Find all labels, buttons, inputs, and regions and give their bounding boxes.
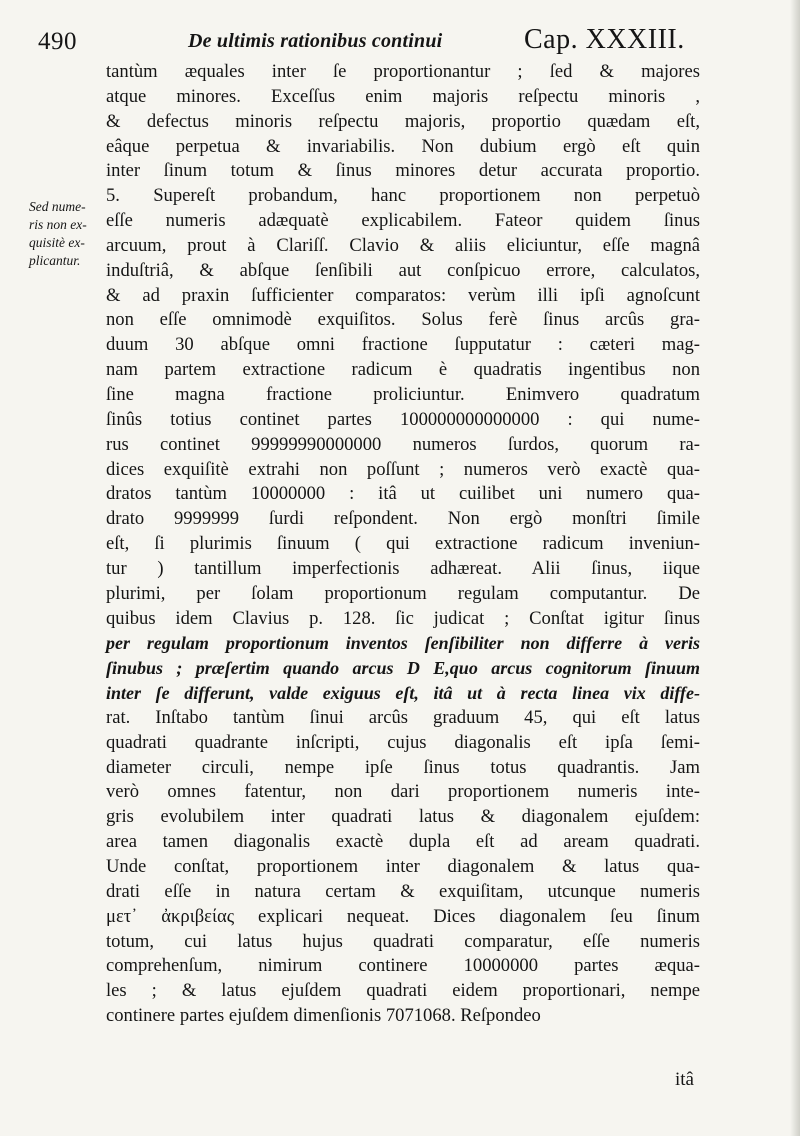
text-line: quadrati quadrante inſcripti, cujus diagonalis eſt ipſa ſemi- (106, 731, 700, 753)
text-line: induſtriâ, & abſque ſenſibili aut conſpicuo errore, calculatos, (106, 259, 700, 281)
page-header (38, 22, 688, 58)
text-line: plurimi, per ſolam proportionum regulam computantur. De (106, 582, 700, 604)
margin-note-line: plicantur. (29, 253, 81, 268)
text-line: tur ) tantillum imperfectionis adhæreat. Alii ſinus, iique (106, 557, 700, 579)
text-line: ſine magna fractione proliciuntur. Enimvero quadratum (106, 383, 700, 405)
text-line: non eſſe omnimodè exquiſitos. Solus ferè ſinus arcûs gra- (106, 309, 700, 331)
text-line: tantùm æquales inter ſe proportionantur ; ſed & majores (106, 61, 700, 82)
text-line: totum, cui latus hujus quadrati comparatur, eſſe numeris (106, 930, 700, 952)
text-line: ſinûs totius continet partes 100000000000000 : qui nume- (106, 408, 700, 430)
text-line: & ad praxin ſufficienter comparatos: verùm illi ipſi agnoſcunt (106, 284, 700, 306)
text-line: area tamen diagonalis exactè dupla eſt ad aream quadrati. (106, 831, 700, 853)
margin-note (29, 198, 99, 270)
text-line: inter ſinum totum & ſinus minores detur accurata proportio. (106, 160, 700, 182)
catchword: itâ (675, 1069, 694, 1090)
text-line: μετ᾽ ἀκριβείας explicari nequeat. Dices diagonalem ſeu ſinum (106, 905, 700, 927)
quotation-line: inter ſe differunt, valde exiguus eſt, itâ ut à recta linea vix diffe- (106, 683, 700, 704)
text-line: rus continet 99999990000000 numeros ſurdos, quorum ra- (106, 433, 700, 455)
body-text (106, 60, 700, 1029)
text-line: & defectus minoris reſpectu majoris, proportio quædam eſt, (106, 110, 700, 132)
text-line: eâque perpetua & invariabilis. Non dubium ergò eſt quin (106, 135, 700, 157)
text-line: eſſe numeris adæquatè explicabilem. Fateor quidem ſinus (106, 210, 700, 232)
page-number: 490 (38, 28, 77, 55)
margin-note-line: Sed nume- (29, 199, 86, 214)
text-line: quibus idem Clavius p. 128. ſic judicat ; Conſtat igitur ſinus (106, 607, 700, 629)
margin-note-line: ris non ex- (29, 217, 87, 232)
text-line: eſt, ſi plurimis ſinuum ( qui extractione radicum inveniun- (106, 533, 700, 555)
text-line: les ; & latus ejuſdem quadrati eidem proportionari, nempe (106, 980, 700, 1002)
quotation-line: ſinubus ; præſertim quando arcus D E,quo arcus cognitorum ſinuum (106, 658, 700, 679)
text-line: verò omnes fatentur, non dari proportionem numeris inte- (106, 781, 700, 803)
text-line: 5. Supereſt probandum, hanc proportionem non perpetuò (106, 185, 700, 207)
text-line: Unde conſtat, proportionem inter diagonalem & latus qua- (106, 856, 700, 877)
text-line: diameter circuli, nempe ipſe ſinus totus quadrantis. Jam (106, 756, 700, 778)
text-line: dratos tantùm 10000000 : itâ ut cuilibet uni numero qua- (106, 483, 700, 505)
text-line: dices exquiſitè extrahi non poſſunt ; numeros verò exactè qua- (106, 458, 700, 480)
text-line: gris evolubilem inter quadrati latus & diagonalem ejuſdem: (106, 806, 700, 828)
chapter-label: Cap. XXXIII. (524, 24, 685, 55)
page-edge (790, 0, 800, 1136)
running-title: De ultimis rationibus continui (188, 30, 443, 52)
text-line: drati eſſe in natura certam & exquiſitam, utcunque numeris (106, 880, 700, 902)
margin-note-line: quisitè ex- (29, 235, 85, 250)
text-line: arcuum, prout à Clariſſ. Clavio & aliis eliciuntur, eſſe magnâ (106, 234, 700, 256)
text-line: rat. Inſtabo tantùm ſinui arcûs graduum 45, qui eſt latus (106, 706, 700, 728)
quotation-line: per regulam proportionum inventos ſenſibiliter non differre à veris (106, 633, 700, 654)
text-line: continere partes ejuſdem dimenſionis 7071068. Reſpondeo (106, 1005, 541, 1027)
text-line: duum 30 abſque omni fractione ſupputatur : cæteri mag- (106, 334, 700, 356)
text-line: nam partem extractione radicum è quadratis ingentibus non (106, 359, 700, 381)
text-line: atque minores. Exceſſus enim majoris reſpectu minoris , (106, 85, 700, 107)
text-line: drato 9999999 ſurdi reſpondent. Non ergò monſtri ſimile (106, 508, 700, 530)
text-line: comprehenſum, nimirum continere 10000000 partes æqua- (106, 955, 700, 977)
